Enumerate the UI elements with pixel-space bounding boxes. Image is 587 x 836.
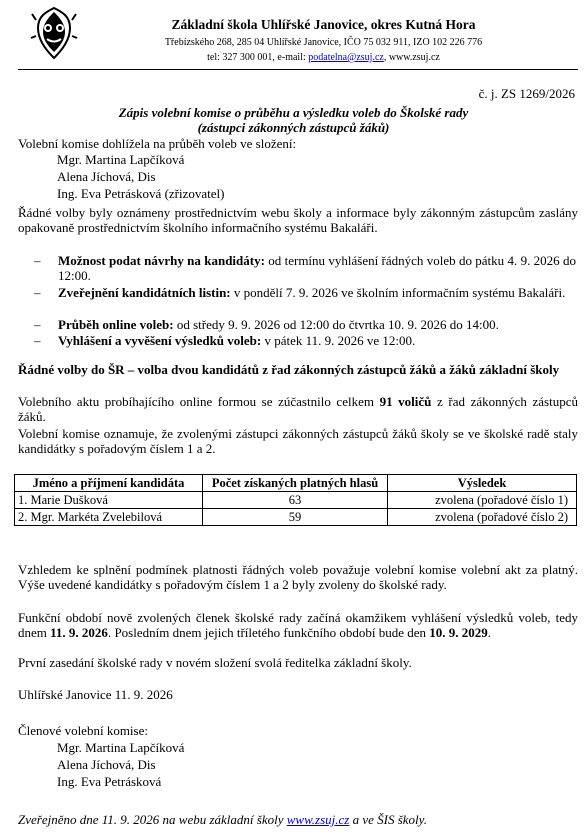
reference-number: č. j. ZS 1269/2026 — [478, 86, 575, 101]
term-end-date: 10. 9. 2029 — [429, 625, 488, 640]
bullet-text: v pondělí 7. 9. 2026 ve školním informačním systému Bakaláři. — [230, 285, 566, 300]
candidate-name: 1. Marie Dušková — [15, 492, 203, 509]
member-1: Mgr. Martina Lapčíková — [57, 740, 185, 755]
bullet-label: Zveřejnění kandidátních listin: — [58, 285, 231, 300]
vote-count: 59 — [203, 509, 388, 526]
commission-member-1: Mgr. Martina Lapčíková — [57, 152, 185, 167]
bullet-text: od středy 9. 9. 2026 od 12:00 do čtvrtka 10. 9. 2026 do 14:00. — [173, 317, 499, 332]
title-line-1: Zápis volební komise o průběhu a výsledku voleb do Školské rady — [118, 105, 469, 120]
column-header: Počet získaných platných hlasů — [203, 475, 388, 492]
column-header: Výsledek — [388, 475, 577, 492]
results-table — [14, 474, 577, 526]
commission-member-3: Ing. Eva Petrásková (zřizovatel) — [57, 186, 225, 201]
table-header-row — [15, 475, 577, 492]
validity-text: Vzhledem ke splnění podmínek platnosti řádných voleb považuje volební komise volební akt za platný. Výše uvedené kandidátky s pořadovým číslem 1 a 2 byly zvoleny do školské rady. — [18, 562, 578, 592]
participation-text: Volebního aktu probíhajícího online formou se zúčastnilo celkem 91 voličů z řad zákonných zástupců žáků. — [18, 394, 578, 424]
member-3: Ing. Eva Petrásková — [57, 774, 162, 789]
email-link[interactable]: podatelna@zsuj.cz — [308, 52, 384, 63]
school-name: Základní škola Uhlířské Janovice, okres Kutná Hora — [171, 17, 476, 32]
term-text: Funkční období nově zvolených členek školské rady začíná okamžikem vyhlášení výsledků voleb, tedy dnem 11. 9. 2026. Posledním dnem jejich tříletého funkčního období bude den 10. 9. 2029. — [18, 610, 578, 640]
bullet-text: od termínu vyhlášení řádných voleb do pátku 4. 9. 2026 do 12:00. — [58, 253, 576, 283]
candidate-name: 2. Mgr. Markéta Zvelebilová — [15, 509, 203, 526]
members-heading: Členové volební komise: — [18, 723, 148, 738]
document-page: Základní škola Uhlířské Janovice, okres Kutná Hora Třebízského 268, 285 04 Uhlířské Janovice, IČO 75 032 911, IZO 102 226 776 tel: 327 300 001, e-mail: podatelna@zsuj.cz, www.zsuj.cz č. j. ZS 1269/2026 Zápis volební komise o průběhu a výsledku voleb do Školské rady (zástupci zákonných zástupců žáků) Volební komise dohlížela na průběh voleb ve složení: Mgr. Martina Lapčíková Alena Jíchová, Dis Ing. Eva Petrásková (zřizovatel) Řádné volby byly oznámeny prostřednictvím webu školy a informace byly zákonným zástupcům zaslány opakovaně prostřednictvím školního informačního systému Bakaláři. – Možnost podat návrhy na kandidáty: od termínu vyhlášení řádných voleb do pátku 4. 9. 2026 do 12:00. – Zveřejnění kandidátních listin: v pondělí 7. 9. 2026 ve školním informačním systému Bakaláři. – Průběh online voleb: od středy 9. 9. 2026 od 12:00 do čtvrtka 10. 9. 2026 do 14:00. – Vyhlášení a vyvěšení výsledků voleb: v pátek 11. 9. 2026 ve 12:00. Řádné volby do ŠR – volba dvou kandidátů z řad zákonných zástupců žáků a žáků základní školy Volebního aktu probíhajícího online formou se zúčastnilo celkem 91 voličů z řad zákonných zástupců žáků. Volební komise oznamuje, že zvolenými zástupci zákonných zástupců žáků školy se ve školské radě staly kandidátky s pořadovým číslem 1 a 2. Jméno a příjmení kandidáta Počet získaných platných hlasů Výsledek 1. Marie Dušková 63 zvolena (pořadové číslo 1) 2. Mgr. Markéta Zvelebilová 59 zvolena (pořadové číslo 2) Vzhledem ke splnění podmínek platnosti řádných voleb považuje volební komise volební akt za platný. Výše uvedené kandidátky s pořadovým číslem 1 a 2 byly zvoleny do školské rady. Funkční období nově zvolených členek školské rady začíná okamžikem vyhlášení výsledků voleb, tedy dnem 11. 9. 2026. Posledním dnem jejich tříletého funkčního období bude den 10. 9. 2029. První zasedání školské rady v novém složení svolá ředitelka základní školy. Uhlířské Janovice 11. 9. 2026 Členové volební komise: Mgr. Martina Lapčíková Alena Jíchová, Dis Ing. Eva Petrásková Zveřejněno dne 11. 9. 2026 na webu základní školy www.zsuj.cz a ve ŠIS školy. — [0, 0, 587, 836]
place-date: Uhlířské Janovice 11. 9. 2026 — [18, 687, 173, 702]
commission-member-2: Alena Jíchová, Dis — [57, 169, 156, 184]
publication-note: Zveřejněno dne 11. 9. 2026 na webu základní školy www.zsuj.cz a ve ŠIS školy. — [18, 812, 427, 827]
bullet-text: v pátek 11. 9. 2026 ve 12:00. — [261, 333, 416, 348]
bullet-label: Možnost podat návrhy na kandidáty: — [58, 253, 265, 268]
result-announcement: Volební komise oznamuje, že zvolenými zástupci zákonných zástupců žáků školy se ve školské radě staly kandidátky s pořadovým číslem 1 a 2. — [18, 426, 578, 456]
school-contact — [0, 52, 587, 63]
first-meeting-text: První zasedání školské rady v novém složení svolá ředitelka základní školy. — [18, 655, 412, 670]
table-row — [15, 492, 577, 509]
intro-text: Volební komise dohlížela na průběh voleb ve složení: — [18, 136, 297, 151]
vote-count: 63 — [203, 492, 388, 509]
contact-prefix: tel: 327 300 001, e-mail: — [207, 52, 309, 63]
term-start-date: 11. 9. 2026 — [50, 625, 108, 640]
header-divider — [18, 69, 578, 70]
member-2: Alena Jíchová, Dis — [57, 757, 156, 772]
contact-suffix: , www.zsuj.cz — [383, 52, 440, 63]
section-heading: Řádné volby do ŠR – volba dvou kandidátů z řad zákonných zástupců žáků a žáků základní školy — [18, 362, 560, 377]
school-address: Třebízského 268, 285 04 Uhlířské Janovice, IČO 75 032 911, IZO 102 226 776 — [164, 37, 483, 48]
document-title — [0, 105, 587, 135]
voter-count: 91 voličů — [379, 394, 432, 409]
bullet-label: Průběh online voleb: — [58, 317, 174, 332]
bullet-label: Vyhlášení a vyvěšení výsledků voleb: — [58, 333, 262, 348]
column-header: Jméno a příjmení kandidáta — [15, 475, 203, 492]
table-row — [15, 509, 577, 526]
title-line-2: (zástupci zákonných zástupců žáků) — [197, 120, 390, 135]
result: zvolena (pořadové číslo 2) — [388, 509, 577, 526]
announcement-text: Řádné volby byly oznámeny prostřednictvím webu školy a informace byly zákonným zástupcům zaslány opakovaně prostřednictvím školního informačního systému Bakaláři. — [18, 205, 578, 235]
website-link[interactable]: www.zsuj.cz — [286, 812, 350, 827]
result: zvolena (pořadové číslo 1) — [388, 492, 577, 509]
